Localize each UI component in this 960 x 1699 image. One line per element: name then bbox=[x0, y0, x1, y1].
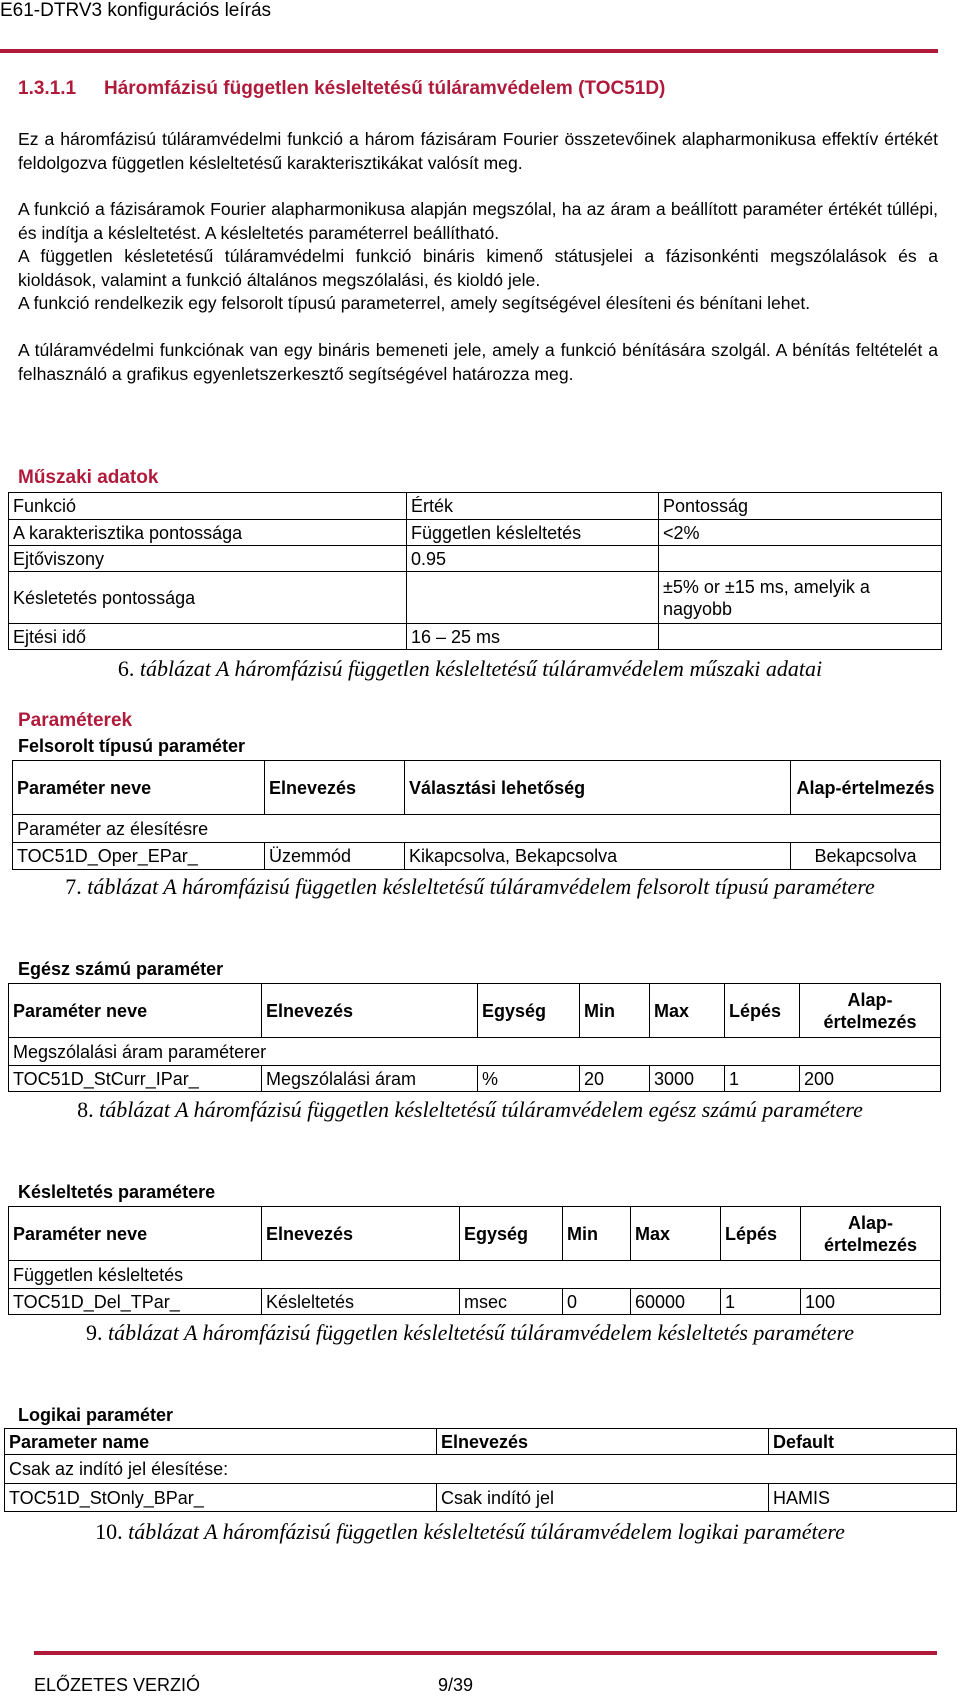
table-header-cell: Parameter name bbox=[5, 1429, 437, 1455]
tech-header-cell: Érték bbox=[407, 493, 659, 520]
table-cell: Ejtőviszony bbox=[9, 546, 407, 572]
table-cell: 60000 bbox=[631, 1289, 721, 1315]
table-cell: ±5% or ±15 ms, amelyik a nagyobb bbox=[659, 572, 942, 624]
caption-number: 10. bbox=[95, 1519, 123, 1544]
table-header-cell: Elnevezés bbox=[265, 761, 405, 815]
table-caption-6 bbox=[10, 654, 930, 684]
table-caption-7 bbox=[10, 872, 930, 902]
caption-number: 8. bbox=[77, 1097, 94, 1122]
table-row bbox=[13, 843, 941, 870]
table-header-cell: Max bbox=[631, 1207, 721, 1261]
table-group-row: Paraméter az élesítésre bbox=[13, 815, 941, 843]
table-group-row: Csak az indító jel élesítése: bbox=[5, 1455, 957, 1484]
caption-text: táblázat A háromfázisú független késleltetésű túláramvédelem logikai paramétere bbox=[128, 1519, 845, 1544]
table-row bbox=[9, 624, 942, 650]
enum-param-table bbox=[12, 760, 941, 870]
table-header-cell: Egység bbox=[460, 1207, 563, 1261]
table-cell: Kikapcsolva, Bekapcsolva bbox=[405, 843, 791, 870]
table-cell: 100 bbox=[801, 1289, 941, 1315]
caption-text: táblázat A háromfázisú független késleltetésű túláramvédelem késleltetés paramétere bbox=[107, 1320, 854, 1345]
table-caption-10 bbox=[10, 1517, 930, 1547]
page-number: 9/39 bbox=[438, 1675, 474, 1695]
section-title: Háromfázisú független késleltetésű túláramvédelem (TOC51D) bbox=[104, 78, 666, 99]
table-cell: 3000 bbox=[650, 1066, 725, 1092]
table-row bbox=[5, 1484, 957, 1512]
table-row bbox=[9, 546, 942, 572]
footer-divider bbox=[34, 1651, 937, 1655]
tech-data-heading: Műszaki adatok bbox=[18, 467, 159, 488]
paragraph-4: A funkció rendelkezik egy felsorolt típusú parameterrel, amely segítségével élesíteni és bénítani lehet. bbox=[18, 293, 811, 313]
table-header-cell: Paraméter neve bbox=[9, 1207, 262, 1261]
section-heading bbox=[18, 78, 665, 100]
table-cell: <2% bbox=[659, 520, 942, 546]
table-row bbox=[9, 520, 942, 546]
table-header-cell: Egység bbox=[478, 984, 580, 1038]
tech-header-cell: Pontosság bbox=[659, 493, 942, 520]
caption-text: táblázat A háromfázisú független késleltetésű túláramvédelem egész számú paramétere bbox=[99, 1097, 863, 1122]
table-group-row: Független késleltetés bbox=[9, 1261, 941, 1289]
table-row bbox=[9, 1066, 941, 1092]
table-cell: TOC51D_StCurr_IPar_ bbox=[9, 1066, 262, 1092]
table-header-cell: Alap-értelmezés bbox=[801, 1207, 941, 1261]
header-divider bbox=[0, 49, 938, 53]
table-header-cell: Alap-értelmezés bbox=[791, 761, 941, 815]
caption-number: 9. bbox=[85, 1320, 103, 1345]
document-header-title: E61-DTRV3 konfigurációs leírás bbox=[0, 0, 272, 21]
caption-text: táblázat A háromfázisú független késleltetésű túláramvédelem műszaki adatai bbox=[139, 656, 823, 681]
table-cell: 20 bbox=[580, 1066, 650, 1092]
table-cell: Bekapcsolva bbox=[791, 843, 941, 870]
table-cell: A karakterisztika pontossága bbox=[9, 520, 407, 546]
caption-number: 7. bbox=[65, 874, 82, 899]
paragraph-5: A túláramvédelmi funkciónak van egy bináris bemeneti jele, amely a funkció bénítására szolgál. A bénítás feltételét a felhasználó a grafikus egyenletszerkesztő segítségével határozza meg. bbox=[18, 340, 938, 384]
integer-param-table bbox=[8, 983, 941, 1092]
table-header-cell: Max bbox=[650, 984, 725, 1038]
table-cell: TOC51D_Oper_EPar_ bbox=[13, 843, 265, 870]
table-cell: 0.95 bbox=[407, 546, 659, 572]
paragraph-2: A funkció a fázisáramok Fourier alapharmonikusa alapján megszólal, ha az áram a beállított paraméter értékét túllépi, és indítja a késleltetést. A késleltetés paraméterrel beállítható. bbox=[18, 199, 938, 243]
table-header-cell: Default bbox=[769, 1429, 957, 1455]
caption-number: 6. bbox=[117, 656, 135, 681]
table-cell bbox=[407, 572, 659, 624]
table-header-cell: Min bbox=[563, 1207, 631, 1261]
table-cell: Független késleltetés bbox=[407, 520, 659, 546]
table-cell: Késletetés pontossága bbox=[9, 572, 407, 624]
table-cell: Késleltetés bbox=[262, 1289, 460, 1315]
table-cell: Csak indító jel bbox=[437, 1484, 769, 1512]
table-cell: 1 bbox=[725, 1066, 800, 1092]
table-cell: HAMIS bbox=[769, 1484, 957, 1512]
delay-param-title: Késleltetés paramétere bbox=[18, 1182, 216, 1202]
logic-param-table bbox=[4, 1428, 957, 1512]
table-cell: msec bbox=[460, 1289, 563, 1315]
table-cell: 0 bbox=[563, 1289, 631, 1315]
table-header-cell: Alap-értelmezés bbox=[800, 984, 941, 1038]
table-cell: 200 bbox=[800, 1066, 941, 1092]
table-cell bbox=[659, 624, 942, 650]
table-header-cell: Paraméter neve bbox=[13, 761, 265, 815]
section-number: 1.3.1.1 bbox=[18, 78, 77, 99]
table-cell: Ejtési idő bbox=[9, 624, 407, 650]
table-caption-9 bbox=[10, 1318, 930, 1348]
table-cell: 16 – 25 ms bbox=[407, 624, 659, 650]
table-cell: TOC51D_StOnly_BPar_ bbox=[5, 1484, 437, 1512]
table-header-cell: Választási lehetőség bbox=[405, 761, 791, 815]
footer-version-label: ELŐZETES VERZIÓ bbox=[34, 1675, 201, 1695]
table-group-row: Megszólalási áram paraméterer bbox=[9, 1038, 941, 1066]
table-cell: Megszólalási áram bbox=[262, 1066, 478, 1092]
table-row bbox=[9, 1289, 941, 1315]
table-header-cell: Elnevezés bbox=[437, 1429, 769, 1455]
parameters-heading: Paraméterek bbox=[18, 710, 133, 731]
table-header-cell: Min bbox=[580, 984, 650, 1038]
logic-param-title: Logikai paraméter bbox=[18, 1405, 174, 1425]
table-header-cell: Elnevezés bbox=[262, 984, 478, 1038]
paragraph-3: A független késletetésű túláramvédelmi funkció bináris kimenő státusjelei a fázisonkénti megszólalások és a kioldások, valamint a funkció általános megszólalási, és kioldó jele. bbox=[18, 246, 938, 290]
caption-text: táblázat A háromfázisú független késleltetésű túláramvédelem felsorolt típusú paramétere bbox=[87, 874, 875, 899]
table-header-cell: Elnevezés bbox=[262, 1207, 460, 1261]
table-cell: % bbox=[478, 1066, 580, 1092]
enum-param-title: Felsorolt típusú paraméter bbox=[18, 736, 246, 756]
table-cell: Üzemmód bbox=[265, 843, 405, 870]
table-caption-8 bbox=[10, 1095, 930, 1125]
delay-param-table bbox=[8, 1206, 941, 1315]
table-row bbox=[9, 572, 942, 624]
tech-header-cell: Funkció bbox=[9, 493, 407, 520]
table-header-cell: Paraméter neve bbox=[9, 984, 262, 1038]
table-cell: TOC51D_Del_TPar_ bbox=[9, 1289, 262, 1315]
paragraph-1: Ez a háromfázisú túláramvédelmi funkció a három fázisáram Fourier összetevőinek alapharmonikusa effektív értékét feldolgozva független késleltetésű karakterisztikákat valósít meg. bbox=[18, 129, 938, 173]
table-header-cell: Lépés bbox=[721, 1207, 801, 1261]
table-cell bbox=[659, 546, 942, 572]
tech-data-table bbox=[8, 492, 942, 650]
integer-param-title: Egész számú paraméter bbox=[18, 959, 224, 979]
table-header-cell: Lépés bbox=[725, 984, 800, 1038]
table-cell: 1 bbox=[721, 1289, 801, 1315]
